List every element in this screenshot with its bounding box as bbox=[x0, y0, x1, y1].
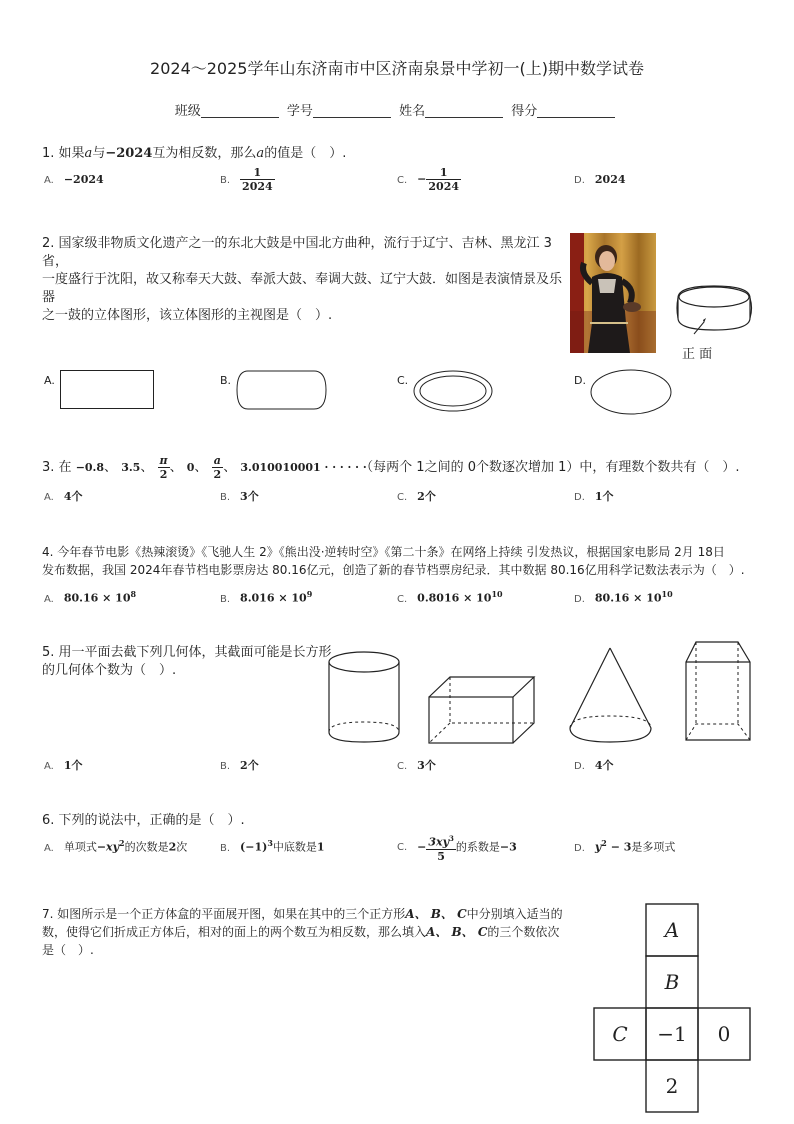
q5-line: 的几何体个数为（ ）. bbox=[42, 663, 177, 678]
front-view-label: 正 面 bbox=[682, 347, 713, 362]
option-value: 80.16 × 10 bbox=[63, 591, 131, 605]
option-text: 是多项式 bbox=[631, 840, 676, 854]
q7-line: 是（ ）. bbox=[42, 943, 94, 957]
q2-line: 一度盛行于沈阳，故又称奉天大鼓、奉派大鼓、奉调大鼓、辽宁大鼓．如图是表演情景及乐器 bbox=[42, 272, 563, 305]
q7-vars: A、 B、 C bbox=[405, 907, 467, 921]
exponent: 10 bbox=[491, 589, 503, 599]
q1-option-d[interactable] bbox=[574, 173, 626, 186]
numerator bbox=[426, 832, 455, 850]
option-label: B. bbox=[220, 842, 231, 854]
exponent: 3 bbox=[267, 838, 273, 848]
class-label: 班级 bbox=[174, 104, 201, 119]
id-blank bbox=[313, 103, 391, 118]
name-label: 姓名 bbox=[399, 104, 426, 119]
option-label: D. bbox=[574, 175, 585, 186]
option-label: B. bbox=[220, 761, 231, 772]
option-value: 4个 bbox=[594, 759, 614, 772]
sign: − bbox=[417, 840, 427, 854]
numerator: 1 bbox=[240, 166, 275, 180]
option-text: 的次数是 bbox=[124, 840, 169, 854]
q3-number: 0 bbox=[186, 461, 195, 474]
option-value: 3个 bbox=[240, 490, 259, 503]
denominator: 2024 bbox=[428, 180, 460, 193]
q3-text: （每两个 1之间的 0个数逐次增加 1）中，有理数个数共有（ ）. bbox=[366, 460, 740, 475]
question-3 bbox=[42, 454, 740, 481]
q3-a-fraction bbox=[212, 454, 224, 481]
option-value: 2 bbox=[168, 840, 177, 854]
q2-option-a-label[interactable]: A. bbox=[44, 374, 55, 387]
exponent: 2 bbox=[119, 838, 125, 848]
denominator: 5 bbox=[437, 849, 445, 863]
separator: 、 bbox=[223, 460, 237, 475]
q2-option-a-rectangle bbox=[60, 370, 156, 410]
cone-figure bbox=[568, 646, 654, 746]
expression: y bbox=[594, 840, 602, 854]
performer-photo bbox=[570, 233, 656, 353]
q3-pi-fraction bbox=[158, 454, 170, 481]
option-label: C. bbox=[397, 842, 408, 854]
option-text: 次 bbox=[176, 840, 188, 854]
q3-option-a[interactable] bbox=[44, 488, 83, 504]
q1-var: a bbox=[256, 146, 265, 161]
q4-option-d[interactable] bbox=[574, 589, 673, 605]
q4-option-b[interactable] bbox=[220, 589, 312, 605]
q7-text: 数，使得它们折成正方体后，相对的面上的两个数互为相反数，那么填入 bbox=[42, 925, 427, 939]
q2-option-c-label[interactable]: C. bbox=[397, 374, 409, 387]
fraction bbox=[240, 166, 275, 193]
option-label: D. bbox=[574, 593, 585, 605]
q1-text: 1. 如果 bbox=[42, 146, 85, 161]
option-label: B. bbox=[220, 492, 231, 503]
numerator-expression: 3xy bbox=[428, 835, 449, 849]
fraction bbox=[426, 166, 461, 193]
option-value: 3个 bbox=[417, 759, 436, 772]
option-label: C. bbox=[397, 593, 408, 605]
option-value: 0.8016 × 10 bbox=[417, 591, 492, 605]
q1-option-b[interactable] bbox=[220, 166, 275, 193]
q7-text: 的三个数依次 bbox=[487, 925, 560, 939]
expression: −xy bbox=[96, 840, 120, 854]
cuboid-figure bbox=[428, 675, 536, 745]
option-value: 4个 bbox=[63, 490, 83, 503]
separator: 、 bbox=[169, 460, 183, 475]
prism-figure bbox=[684, 640, 754, 746]
cube-net-diagram bbox=[592, 902, 752, 1114]
q3-text: 3. 在 bbox=[42, 460, 72, 475]
q3-number: 3.010010001 · · · · · · bbox=[240, 461, 367, 474]
q7-text: 7. 如图所示是一个正方体盒的平面展开图，如果在其中的三个正方形 bbox=[42, 907, 406, 921]
option-label: D. bbox=[574, 842, 585, 854]
q1-text: 的值是（ ）. bbox=[264, 146, 347, 161]
option-label: A. bbox=[44, 175, 54, 186]
q5-option-b[interactable] bbox=[220, 757, 259, 773]
option-label: A. bbox=[44, 593, 54, 605]
q1-number: −2024 bbox=[105, 146, 153, 161]
question-6: 6. 下列的说法中，正确的是（ ）. bbox=[42, 813, 245, 828]
q6-option-b[interactable] bbox=[220, 838, 325, 855]
q5-option-d[interactable] bbox=[574, 757, 614, 773]
exponent: 3 bbox=[449, 834, 454, 843]
question-1 bbox=[42, 145, 346, 163]
q1-option-c[interactable] bbox=[397, 166, 461, 193]
q2-option-d-label[interactable]: D. bbox=[574, 374, 586, 387]
expression: (−1) bbox=[240, 840, 268, 854]
option-value: 80.16 × 10 bbox=[594, 591, 662, 605]
q6-option-a[interactable] bbox=[44, 838, 187, 855]
q6-option-d[interactable] bbox=[574, 838, 675, 855]
class-blank bbox=[201, 103, 279, 118]
exponent: 2 bbox=[601, 838, 607, 848]
option-value: 8.016 × 10 bbox=[240, 591, 307, 605]
option-label: A. bbox=[44, 842, 54, 854]
q4-option-c[interactable] bbox=[397, 589, 503, 605]
option-value: 1个 bbox=[594, 490, 614, 503]
score-label: 得分 bbox=[511, 104, 538, 119]
option-value: 2个 bbox=[417, 490, 436, 503]
question-7 bbox=[42, 905, 582, 959]
option-label: A. bbox=[44, 761, 54, 772]
q4-option-a[interactable] bbox=[44, 589, 136, 605]
option-value: 2个 bbox=[240, 759, 259, 772]
net-label-bottom: 2 bbox=[665, 1074, 679, 1098]
q7-line bbox=[42, 905, 582, 923]
denominator: 2 bbox=[159, 468, 168, 481]
separator: 、 bbox=[104, 460, 118, 475]
exponent: 10 bbox=[661, 589, 673, 599]
q1-option-a[interactable] bbox=[44, 173, 104, 186]
numerator: a bbox=[212, 454, 224, 468]
option-label: D. bbox=[574, 761, 585, 772]
exponent: 8 bbox=[130, 589, 137, 599]
q1-var: a bbox=[84, 146, 93, 161]
score-blank bbox=[537, 103, 615, 118]
q5-option-a[interactable] bbox=[44, 757, 83, 773]
option-text: 中底数是 bbox=[272, 840, 317, 854]
denominator: 2024 bbox=[242, 180, 273, 193]
q2-option-b-label[interactable]: B. bbox=[220, 374, 232, 387]
q2-line: 之一鼓的立体图形，该立体图形的主视图是（ ）. bbox=[42, 308, 333, 323]
option-value: 2024 bbox=[594, 173, 626, 186]
id-label: 学号 bbox=[286, 104, 313, 119]
q1-text: 与 bbox=[92, 146, 106, 161]
option-label: C. bbox=[397, 492, 408, 503]
net-label-center: −1 bbox=[657, 1022, 687, 1046]
question-5 bbox=[42, 644, 332, 680]
q3-option-c[interactable] bbox=[397, 488, 436, 504]
exponent: 9 bbox=[306, 589, 313, 599]
q7-text: 中分别填入适当的 bbox=[466, 907, 563, 921]
question-2 bbox=[42, 235, 562, 325]
numerator: 1 bbox=[426, 166, 461, 180]
q2-option-c-double-ellipse bbox=[413, 370, 495, 414]
option-value: −3 bbox=[499, 840, 517, 854]
q3-number: −0.8 bbox=[75, 461, 105, 474]
net-label-right: 0 bbox=[717, 1022, 731, 1046]
q4-line: 4. 今年春节电影《热辣滚烫》《飞驰人生 2》《熊出没·逆转时空》《第二十条》在网络上持续 引发热议，根据国家电影局 2月 18日 bbox=[42, 545, 725, 559]
separator: 、 bbox=[140, 460, 154, 475]
q7-vars: A、 B、 C bbox=[426, 925, 488, 939]
option-value: −2024 bbox=[63, 173, 104, 186]
q5-line: 5. 用一平面去截下列几何体，其截面可能是长方形 bbox=[42, 645, 332, 660]
sign: − bbox=[417, 172, 427, 186]
option-label: B. bbox=[220, 174, 231, 186]
q1-text: 互为相反数，那么 bbox=[152, 146, 257, 161]
net-label-a: A bbox=[664, 918, 680, 942]
page-title: 2024～2025学年山东济南市中区济南泉景中学初一(上)期中数学试卷 bbox=[150, 59, 644, 78]
option-label: C. bbox=[397, 174, 408, 186]
q6-option-c[interactable] bbox=[397, 832, 517, 863]
option-label: A. bbox=[44, 492, 54, 503]
q4-line: 发布数据，我国 2024年春节档电影票房达 80.16亿元，创造了新的春节档票房纪录．其中数据 80.16亿用科学记数法表示为（ ）. bbox=[42, 563, 745, 577]
denominator: 2 bbox=[213, 468, 222, 481]
q2-line: 2. 国家级非物质文化遗产之一的东北大鼓是中国北方曲种，流行于辽宁、吉林、黑龙江 3省， bbox=[42, 236, 552, 269]
question-4 bbox=[42, 543, 782, 579]
q3-option-b[interactable] bbox=[220, 488, 259, 504]
fraction bbox=[426, 832, 455, 863]
q2-option-d-ellipse bbox=[590, 369, 674, 417]
option-text: 的系数是 bbox=[455, 840, 500, 854]
numerator: π bbox=[159, 454, 168, 467]
expression: − 3 bbox=[606, 840, 632, 854]
net-label-c: C bbox=[612, 1022, 628, 1046]
option-value: 1个 bbox=[63, 759, 83, 772]
option-label: D. bbox=[574, 492, 585, 503]
student-info-line bbox=[0, 100, 794, 119]
q5-option-c[interactable] bbox=[397, 757, 436, 773]
q2-option-b-barrel bbox=[236, 370, 328, 412]
net-label-b: B bbox=[664, 970, 680, 994]
q3-option-d[interactable] bbox=[574, 488, 614, 504]
option-label: C. bbox=[397, 761, 408, 772]
q7-line bbox=[42, 923, 582, 941]
option-label: B. bbox=[220, 593, 231, 605]
q3-number: 3.5 bbox=[121, 461, 141, 474]
option-value: 1 bbox=[316, 840, 325, 854]
separator: 、 bbox=[194, 460, 208, 475]
name-blank bbox=[425, 103, 503, 118]
cylinder-figure bbox=[328, 650, 402, 746]
option-text: 单项式 bbox=[63, 840, 97, 854]
